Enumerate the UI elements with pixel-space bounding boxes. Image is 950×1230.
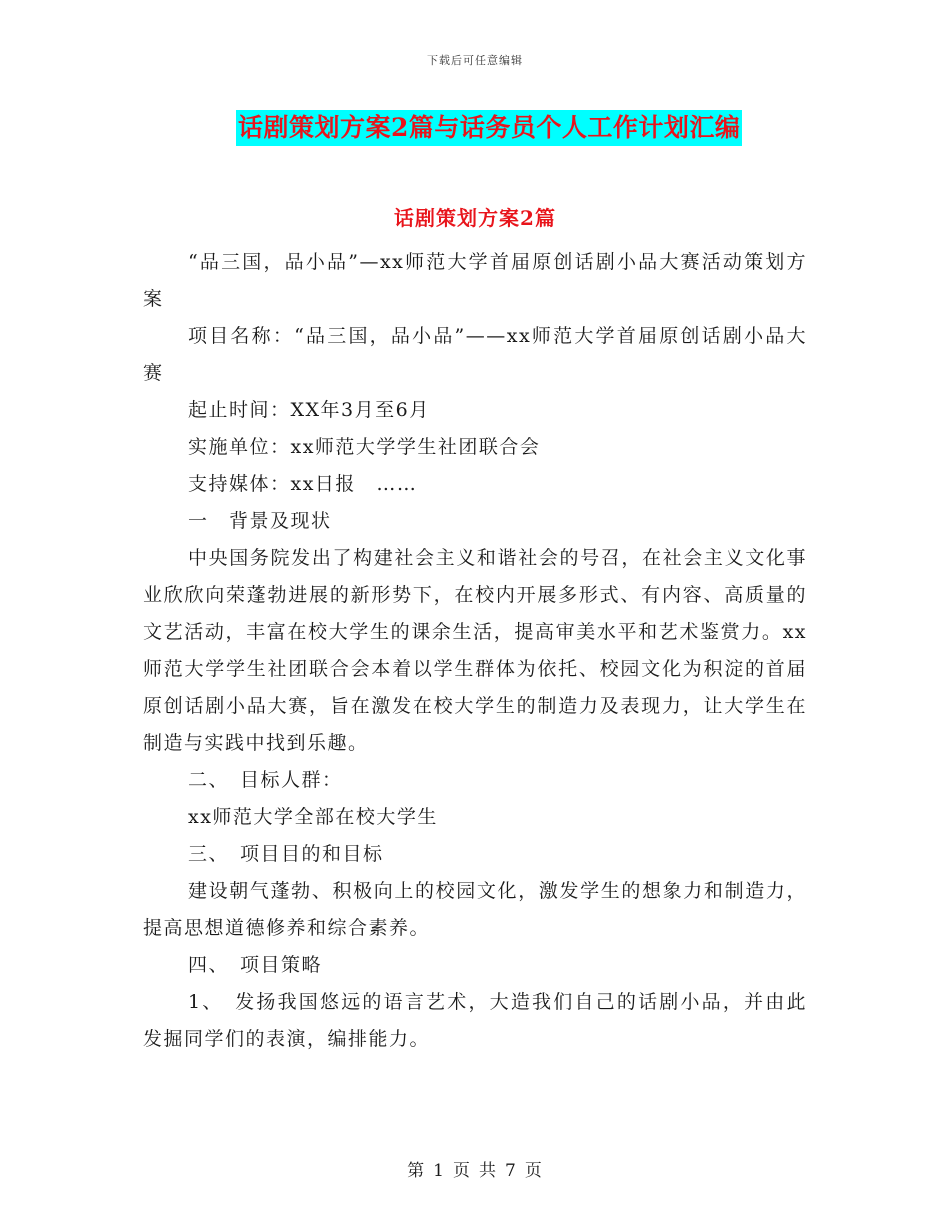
document-body (143, 244, 807, 1058)
document-title: 话剧策划方案2篇与话务员个人工作计划汇编 (236, 110, 742, 146)
section-title: 话剧策划方案2篇 (394, 206, 556, 230)
heading-goals: 三、 项目目的和目标 (188, 843, 384, 865)
heading-strategy: 四、 项目策略 (188, 954, 323, 976)
paragraph-strategy-1: 1、 发扬我国悠远的语言艺术，大造我们自己的话剧小品，并由此发掘同学们的表演，编排能力。 (143, 991, 807, 1050)
heading-target-group: 二、 目标人群： (188, 769, 343, 791)
footer-total-pages: 7 (505, 1161, 517, 1181)
footer-total-label: 共 (479, 1161, 497, 1181)
paragraph-time: 起止时间：XX年3月至6月 (188, 399, 430, 421)
paragraph-organizer: 实施单位：xx师范大学学生社团联合会 (188, 436, 541, 458)
paragraph-event-name: “品三国，品小品”—xx师范大学首届原创话剧小品大赛活动策划方案 (143, 251, 807, 310)
paragraph-target-group: xx师范大学全部在校大学生 (188, 806, 438, 828)
footer-total-unit: 页 (524, 1161, 543, 1181)
footer-page-number: 1 (433, 1161, 445, 1181)
page-footer (0, 1156, 950, 1181)
heading-background: 一 背景及现状 (188, 510, 332, 532)
paragraph-project-name: 项目名称：“品三国，品小品”——xx师范大学首届原创话剧小品大赛 (143, 325, 807, 384)
paragraph-goals: 建设朝气蓬勃、积极向上的校园文化，激发学生的想象力和制造力，提高思想道德修养和综合素养。 (143, 880, 807, 939)
header-note: 下载后可任意编辑 (427, 54, 523, 67)
paragraph-media: 支持媒体：xx日报 …… (188, 473, 418, 495)
paragraph-background: 中央国务院发出了构建社会主义和谐社会的号召，在社会主义文化事业欣欣向荣蓬勃进展的新形势下，在校内开展多形式、有内容、高质量的文艺活动，丰富在校大学生的课余生活，提高审美水平和艺术鉴赏力。xx师范大学学生社团联合会本着以学生群体为依托、校园文化为积淀的首届原创话剧小品大赛，旨在激发在校大学生的制造力及表现力，让大学生在制造与实践中找到乐趣。 (143, 547, 807, 754)
footer-page-label: 第 (407, 1161, 426, 1181)
footer-page-unit: 页 (453, 1161, 471, 1181)
